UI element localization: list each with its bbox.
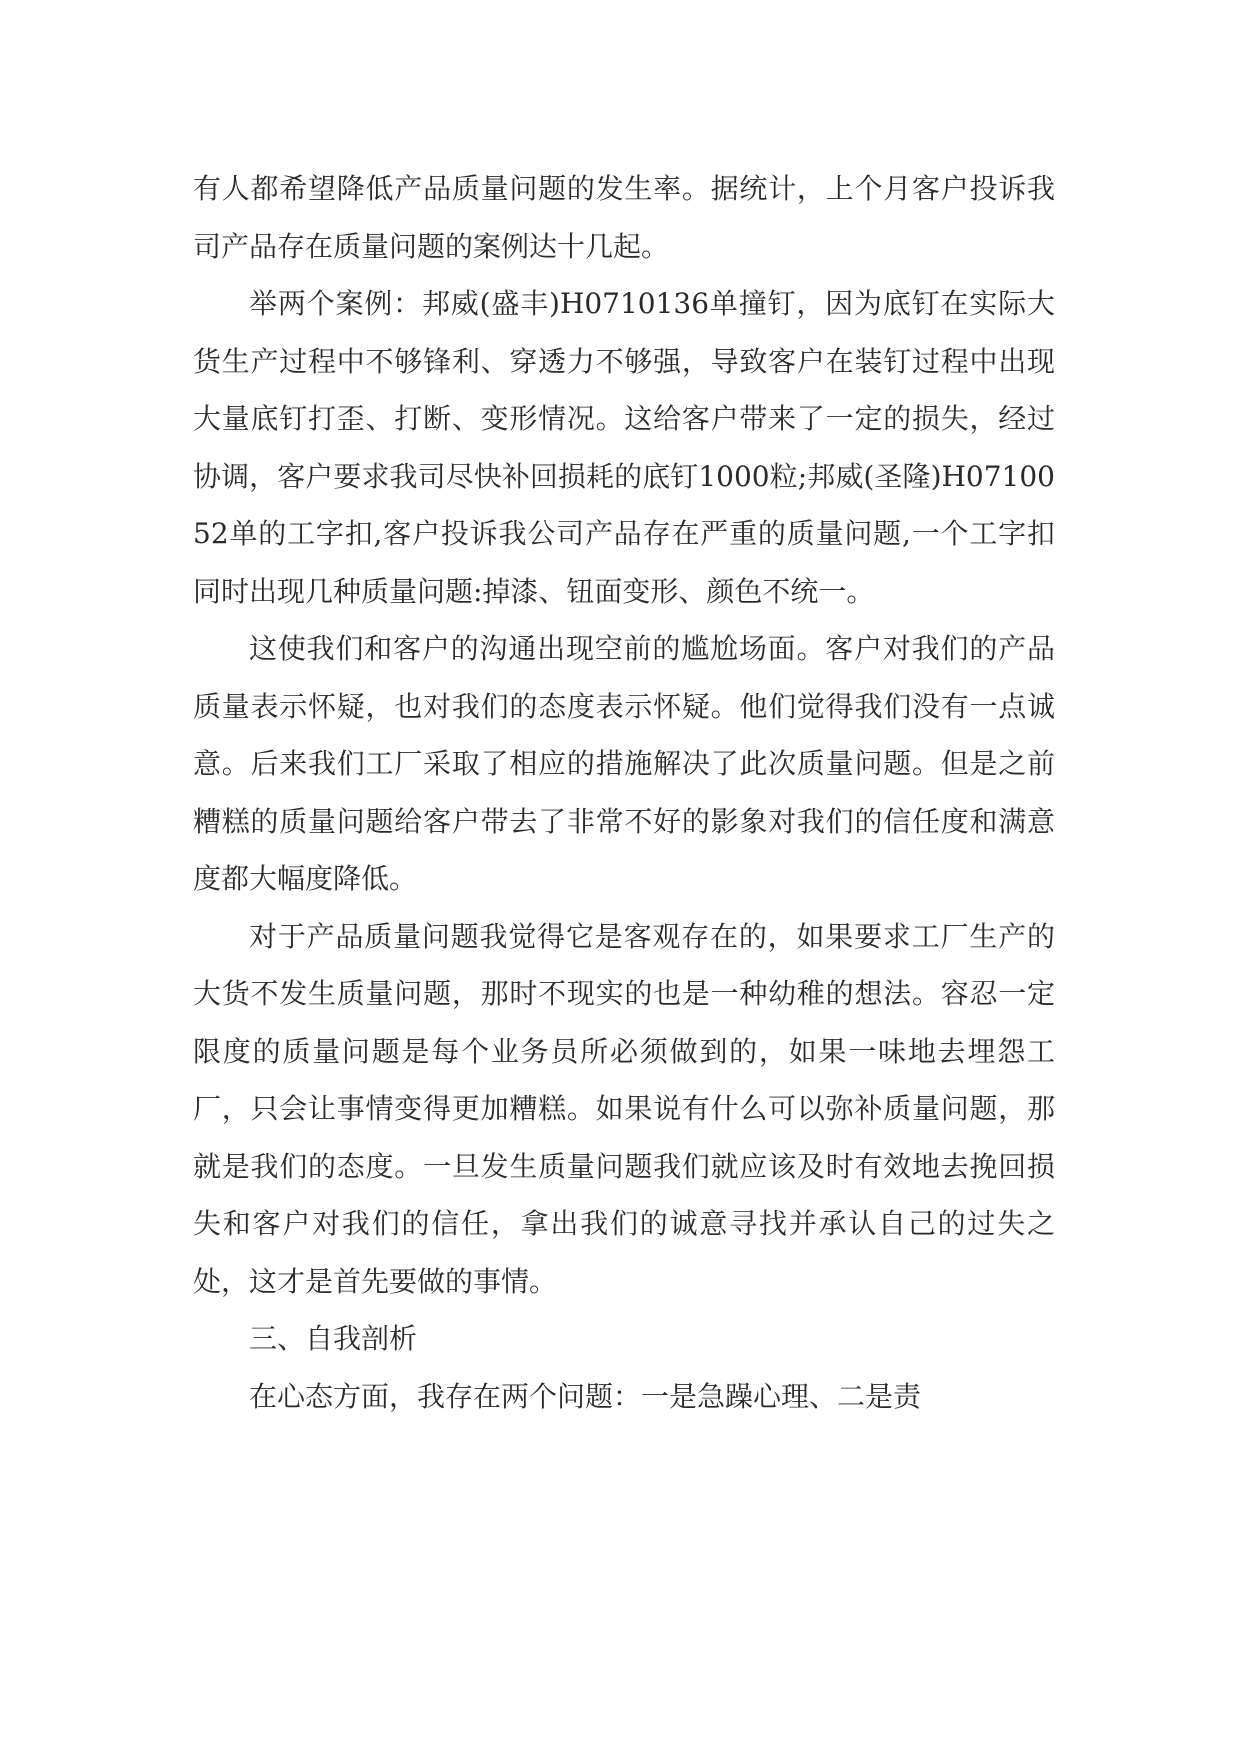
paragraph-case-examples: 举两个案例：邦威(盛丰)H0710136单撞钉，因为底钉在实际大货生产过程中不够锋利、穿透力不够强，导致客户在装钉过程中出现大量底钉打歪、打断、变形情况。这给客户带来了一定的损失，经过协调，客户要求我司尽快补回损耗的底钉1000粒;邦威(圣隆)H0710052单的工字扣,客户投诉我公司产品存在严重的质量问题,一个工字扣同时出现几种质量问题:掉漆、钮面变形、颜色不统一。 xyxy=(193,287,1055,608)
paragraph-quality-attitude: 对于产品质量问题我觉得它是客观存在的，如果要求工厂生产的大货不发生质量问题，那时不现实的也是一种幼稚的想法。容忍一定限度的质量问题是每个业务员所必须做到的，如果一味地去埋怨工厂，只会让事情变得更加糟糕。如果说有什么可以弥补质量问题，那就是我们的态度。一旦发生质量问题我们就应该及时有效地去挽回损失和客户对我们的信任，拿出我们的诚意寻找并承认自己的过失之处，这才是首先要做的事情。 xyxy=(193,919,1055,1298)
paragraph-quality-intro: 有人都希望降低产品质量问题的发生率。据统计，上个月客户投诉我司产品存在质量问题的案例达十几起。 xyxy=(193,172,1055,263)
paragraph-customer-communication: 这使我们和客户的沟通出现空前的尴尬场面。客户对我们的产品质量表示怀疑，也对我们的态度表示怀疑。他们觉得我们没有一点诚意。后来我们工厂采取了相应的措施解决了此次质量问题。但是之前糟糕的质量问题给客户带去了非常不好的影象对我们的信任度和满意度都大幅度降低。 xyxy=(193,632,1055,895)
paragraph-mindset: 在心态方面，我存在两个问题：一是急躁心理、二是责 xyxy=(249,1379,922,1413)
document-body xyxy=(193,160,1055,1425)
section-heading-self-analysis: 三、自我剖析 xyxy=(249,1322,418,1355)
